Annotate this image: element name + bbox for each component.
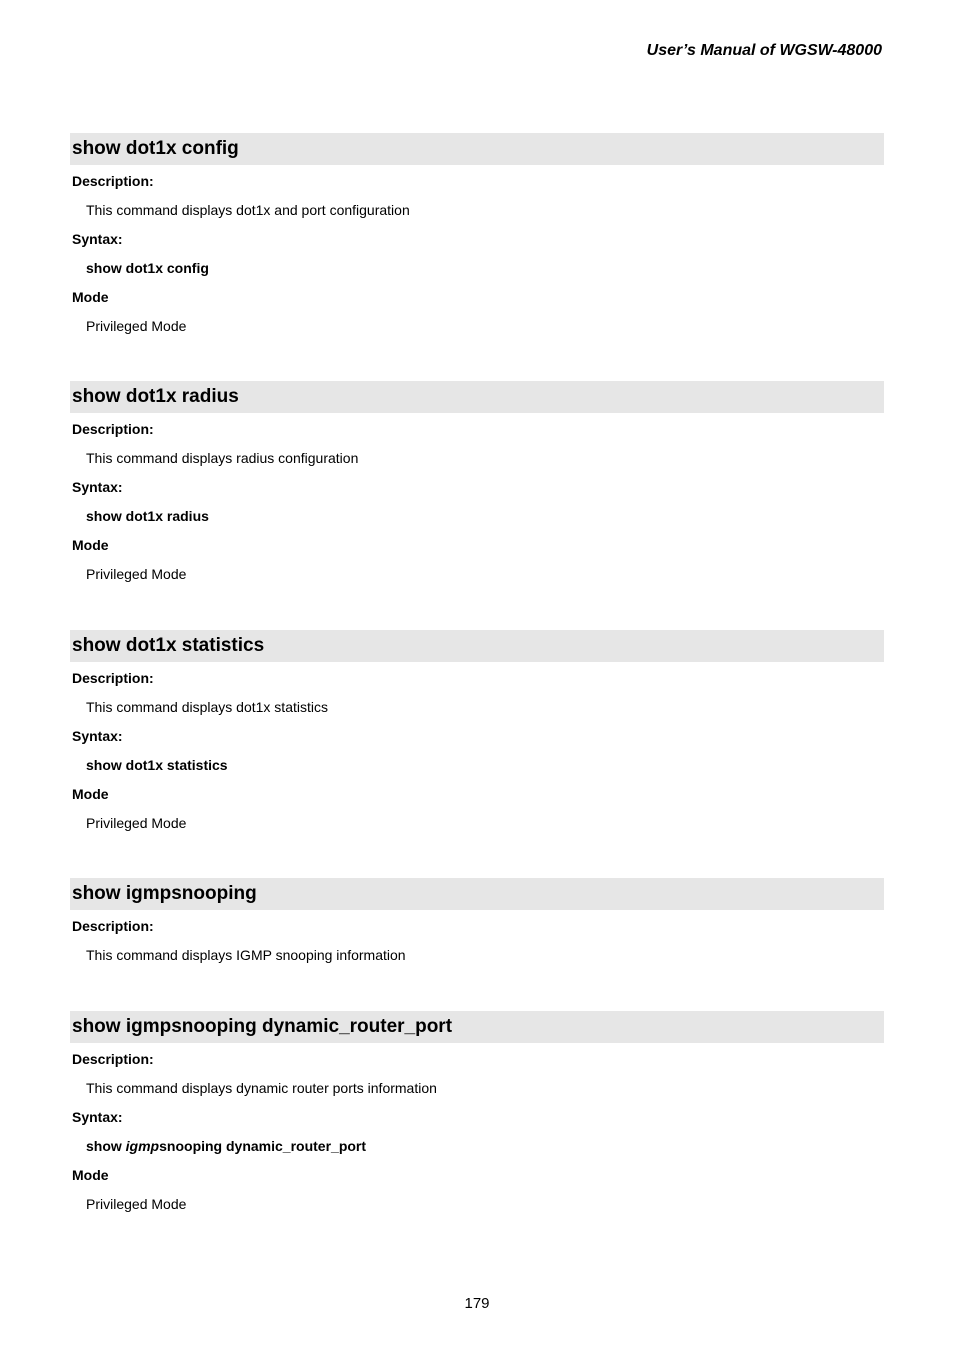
mode-text: Privileged Mode: [86, 318, 187, 334]
running-header: User’s Manual of WGSW-48000: [646, 42, 882, 59]
syntax-label: Syntax:: [72, 1109, 123, 1125]
syntax-part-italic: igmp: [125, 1138, 160, 1154]
command-title: show dot1x statistics: [70, 630, 884, 662]
command-title: show dot1x radius: [70, 381, 884, 413]
command-title: show igmpsnooping: [70, 878, 884, 910]
page-number: 179: [464, 1295, 490, 1312]
mode-label: Mode: [72, 786, 109, 802]
syntax-label: Syntax:: [72, 479, 123, 495]
mode-text: Privileged Mode: [86, 566, 187, 582]
syntax-command: [86, 1138, 884, 1154]
syntax-label: Syntax:: [72, 728, 123, 744]
description-text: This command displays dot1x statistics: [86, 699, 328, 715]
description-label: Description:: [72, 918, 154, 934]
mode-text: Privileged Mode: [86, 815, 187, 831]
command-title: show igmpsnooping dynamic_router_port: [70, 1011, 884, 1043]
description-label: Description:: [72, 421, 154, 437]
command-section: [70, 133, 884, 334]
syntax-label: Syntax:: [72, 231, 123, 247]
description-label: Description:: [72, 1051, 154, 1067]
mode-label: Mode: [72, 1167, 109, 1183]
description-text: This command displays IGMP snooping information: [86, 947, 406, 963]
syntax-part: show: [86, 1138, 126, 1154]
description-label: Description:: [72, 173, 154, 189]
command-section: [70, 878, 884, 963]
syntax-part: snooping dynamic_router_port: [159, 1138, 367, 1154]
description-label: Description:: [72, 670, 154, 686]
command-section: [70, 381, 884, 582]
description-text: This command displays dynamic router ports information: [86, 1080, 437, 1096]
description-text: This command displays dot1x and port configuration: [86, 202, 410, 218]
syntax-command: show dot1x config: [86, 260, 209, 276]
description-text: This command displays radius configuration: [86, 450, 359, 466]
syntax-command: show dot1x statistics: [86, 757, 228, 773]
command-title: show dot1x config: [70, 133, 884, 165]
mode-label: Mode: [72, 289, 109, 305]
mode-label: Mode: [72, 537, 109, 553]
command-section: [70, 630, 884, 831]
command-section: [70, 1011, 884, 1212]
syntax-command: show dot1x radius: [86, 508, 209, 524]
mode-text: Privileged Mode: [86, 1196, 187, 1212]
